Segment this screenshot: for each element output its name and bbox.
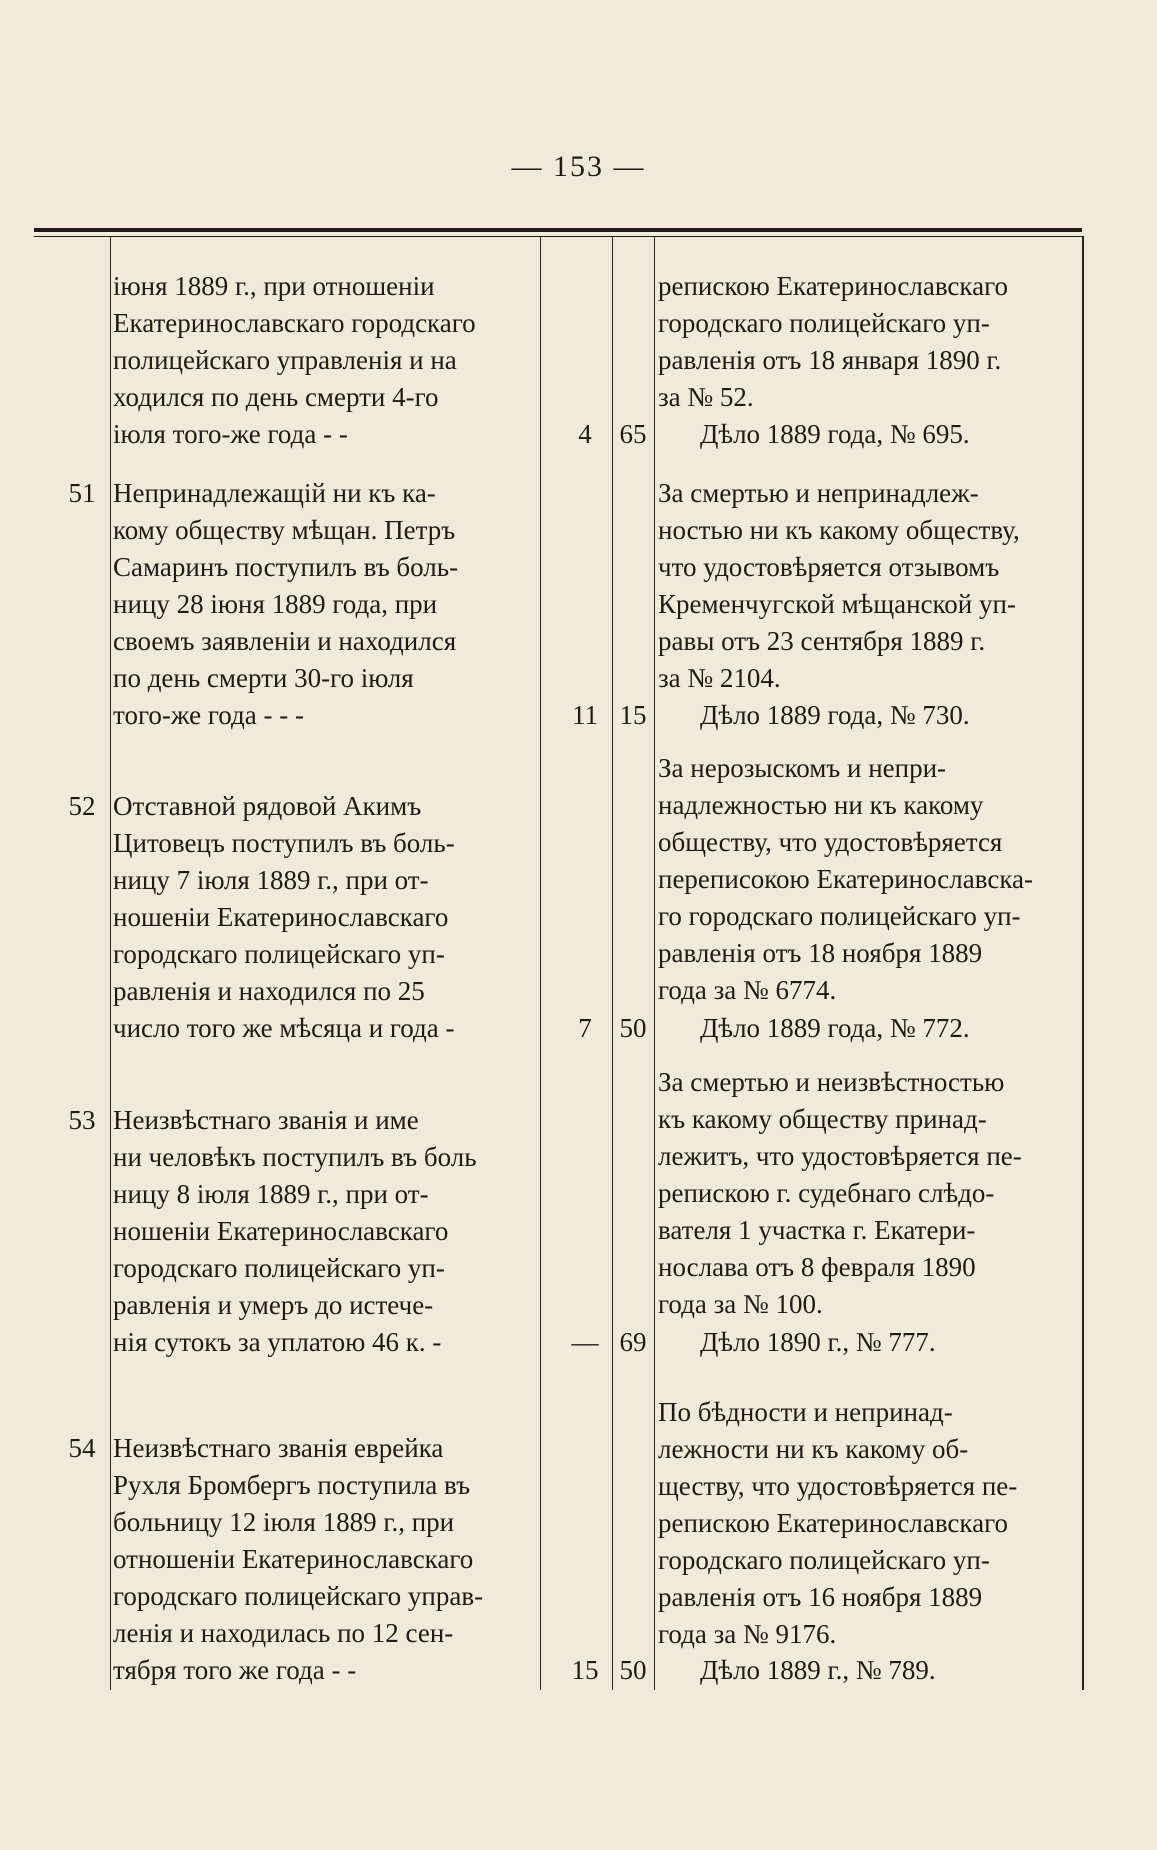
entry-number: 51 (68, 478, 96, 508)
header-rule (34, 228, 1082, 232)
case-reference: Дѣло 1889 г., № 789. (700, 1655, 936, 1685)
amount-rubles: 7 (578, 1013, 592, 1043)
amount-kopecks: 69 (619, 1327, 647, 1357)
column-divider (1082, 236, 1084, 1690)
amount-rubles: — (571, 1327, 599, 1357)
column-divider (654, 236, 655, 1690)
entry-reason: За смертью и непринадлеж- ностью ни къ какому обществу, что удостовѣряется отзывомъ Кременчугской мѣщанской уп- равы отъ 23 сентября 1889 г. за № 2104. (658, 478, 1020, 693)
entry-description: Неизвѣстнаго званія и име ни человѣкъ поступилъ въ боль ницу 8 іюля 1889 г., при от- ношеніи Екатеринославскаго городскаго полицейскаго уп- равленія и умеръ до истече- нія сутокъ за уплатою 46 к. - (113, 1105, 477, 1357)
header-rule-thin (34, 236, 1082, 237)
entry-description: Непринадлежащій ни къ ка- кому обществу мѣщан. Петръ Самаринъ поступилъ въ боль- ницу 28 іюня 1889 года, при своемъ заявленіи и находился по день смерти 30-го іюля того-же года - - - (113, 478, 459, 730)
entry-description: Неизвѣстнаго званія еврейка Рухля Бромбергъ поступила въ больницу 12 іюля 1889 г., при отношеніи Екатеринославскаго городскаго полицейскаго управ- ленія и находилась по 12 сен- тября того же года - - (113, 1433, 484, 1685)
page-number: — 153 — (511, 150, 646, 183)
entry-number: 53 (68, 1105, 96, 1135)
amount-kopecks: 15 (619, 700, 647, 730)
amount-kopecks: 50 (619, 1655, 647, 1685)
column-divider (612, 236, 613, 1690)
amount-rubles: 4 (578, 419, 592, 449)
column-divider (110, 236, 111, 1690)
entry-description: Отставной рядовой Акимъ Цитовецъ поступилъ въ боль- ницу 7 іюля 1889 г., при от- ношеніи Екатеринославскаго городскаго полицейскаго уп- равленія и находился по 25 число того же мѣсяца и года - (113, 791, 455, 1043)
column-divider (540, 236, 541, 1690)
amount-rubles: 11 (572, 700, 598, 730)
entry-number: 52 (68, 791, 96, 821)
amount-kopecks: 65 (619, 419, 647, 449)
entry-reason: По бѣдности и непринад- лежности ни къ какому об- ществу, что удостовѣряется пе- репискою Екатеринославскаго городскаго полицейскаго уп- равленія отъ 16 ноября 1889 года за № 9176. (658, 1397, 1018, 1649)
entry-reason: За нерозыскомъ и непри- надлежностью ни къ какому обществу, что удостовѣряется переписокою Екатеринославска- го городскаго полицейскаго уп- равленія отъ 18 ноября 1889 года за № 6774. (658, 753, 1034, 1005)
amount-rubles: 15 (571, 1655, 599, 1685)
case-reference: Дѣло 1889 года, № 695. (700, 419, 970, 449)
case-reference: Дѣло 1890 г., № 777. (700, 1327, 936, 1357)
entry-number: 54 (68, 1433, 96, 1463)
amount-kopecks: 50 (619, 1013, 647, 1043)
entry-description: іюня 1889 г., при отношеніи Екатеринославскаго городскаго полицейскаго управленія и на ходился по день смерти 4-го іюля того-же года - - (113, 271, 476, 449)
entry-reason: репискою Екатеринославскаго городскаго полицейскаго уп- равленія отъ 18 января 1890 г. за № 52. (658, 271, 1008, 412)
case-reference: Дѣло 1889 года, № 730. (700, 700, 970, 730)
entry-reason: За смертью и неизвѣстностью къ какому обществу принад- лежитъ, что удостовѣряется пе- репискою г. судебнаго слѣдо- вателя 1 участка г. Екатери- нослава отъ 8 февраля 1890 года за № 100. (658, 1067, 1022, 1319)
case-reference: Дѣло 1889 года, № 772. (700, 1013, 970, 1043)
